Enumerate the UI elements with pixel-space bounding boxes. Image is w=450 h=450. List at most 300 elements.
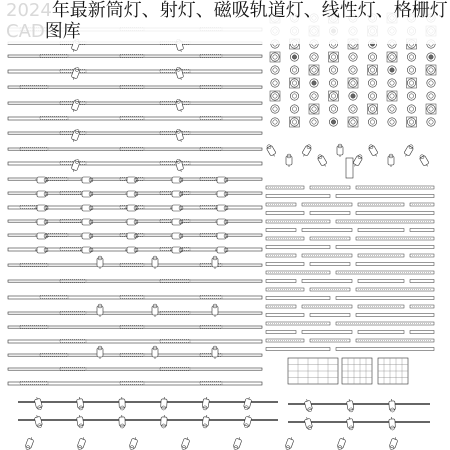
track-rail bbox=[8, 264, 262, 266]
downlight-ring bbox=[407, 79, 415, 87]
downlight-core bbox=[273, 120, 277, 124]
downlight-ring bbox=[310, 92, 318, 100]
spotlight-body bbox=[212, 348, 218, 357]
linear-light-icon bbox=[266, 195, 330, 198]
downlight-core bbox=[351, 120, 355, 124]
downlight-ring bbox=[271, 105, 279, 113]
downlight-core bbox=[331, 55, 335, 59]
spotlight-icon bbox=[161, 397, 168, 410]
title-line-2 bbox=[6, 21, 81, 43]
spotlight-icon bbox=[125, 219, 138, 225]
downlight-core bbox=[273, 68, 277, 72]
downlight-icon bbox=[271, 105, 279, 113]
downlight-core bbox=[390, 81, 394, 85]
spotlight-body bbox=[217, 191, 226, 197]
downlight-icon bbox=[387, 52, 397, 62]
downlight-core bbox=[390, 55, 394, 59]
spotlight-body bbox=[419, 155, 429, 166]
downlight-core bbox=[331, 107, 335, 111]
downlight-icon bbox=[329, 105, 337, 113]
spotlight-icon bbox=[70, 98, 80, 112]
downlight-ring bbox=[427, 92, 435, 100]
downlight-core bbox=[273, 94, 277, 98]
spotlight-icon bbox=[346, 399, 354, 413]
spotlight-icon bbox=[76, 397, 84, 411]
spotlight-body bbox=[97, 258, 103, 267]
downlight-ring bbox=[388, 79, 396, 87]
linear-light-icon bbox=[266, 263, 304, 266]
spotlight-stem bbox=[249, 397, 250, 399]
spotlight-body bbox=[217, 177, 226, 183]
title-line-1 bbox=[6, 0, 448, 22]
spotlight-body bbox=[181, 438, 190, 449]
track-rail bbox=[8, 280, 262, 282]
downlight-ring bbox=[368, 79, 376, 87]
downlight-icon bbox=[407, 117, 417, 127]
downlight-core bbox=[370, 94, 374, 98]
spotlight-icon bbox=[301, 144, 313, 158]
downlight-icon bbox=[310, 79, 318, 87]
small-spotlight-row bbox=[265, 144, 430, 178]
downlight-frame bbox=[387, 91, 397, 101]
spotlight-icon bbox=[70, 128, 80, 142]
linear-light-icon bbox=[266, 212, 304, 215]
linear-light-icon bbox=[310, 212, 350, 215]
downlight-ring bbox=[329, 105, 337, 113]
downlight-icon bbox=[290, 53, 298, 61]
spotlight-body bbox=[82, 233, 91, 239]
downlight-icon bbox=[388, 66, 396, 74]
downlight-icon bbox=[290, 78, 300, 88]
spotlight-icon bbox=[125, 205, 138, 211]
downlight-core bbox=[409, 81, 413, 85]
spotlight-body bbox=[266, 145, 276, 156]
spotlight-list bbox=[35, 38, 228, 359]
spotlight-icon bbox=[80, 177, 93, 183]
linear-light-icon bbox=[410, 280, 434, 283]
spotlight-body bbox=[172, 219, 181, 225]
spotlight-icon bbox=[80, 233, 93, 239]
spotlight-stem bbox=[73, 170, 74, 172]
track-rail bbox=[8, 340, 262, 343]
spotlight-stem bbox=[304, 155, 305, 157]
spotlight-icon bbox=[152, 346, 158, 359]
track-rail bbox=[8, 55, 262, 57]
downlight-core bbox=[351, 81, 355, 85]
spotlight-stem bbox=[31, 437, 32, 439]
spotlight-body bbox=[217, 205, 226, 211]
downlight-icon bbox=[368, 65, 378, 75]
spotlight-body bbox=[172, 247, 181, 253]
downlight-core bbox=[292, 94, 296, 98]
spotlight-body bbox=[317, 155, 327, 166]
spotlight-icon bbox=[175, 158, 184, 172]
spotlight-icon bbox=[70, 66, 80, 80]
downlight-core bbox=[429, 81, 433, 85]
spotlight-icon bbox=[35, 233, 48, 239]
linear-light-icon bbox=[336, 246, 434, 249]
linear-light-icon bbox=[266, 297, 330, 300]
spotlight-stem bbox=[355, 165, 356, 167]
spotlight-body bbox=[37, 191, 46, 197]
downlight-ring bbox=[388, 118, 396, 126]
downlight-frame bbox=[329, 91, 339, 101]
spotlight-icon bbox=[35, 219, 48, 225]
spotlight-icon bbox=[337, 144, 343, 157]
downlight-icon bbox=[329, 52, 339, 62]
spotlight-icon bbox=[170, 233, 183, 239]
spotlight-stem bbox=[343, 437, 344, 439]
linear-light-icon bbox=[302, 229, 352, 232]
spotlight-icon bbox=[175, 128, 184, 142]
spotlight-icon bbox=[97, 256, 103, 269]
bottom-track-rails bbox=[18, 396, 430, 450]
spotlight-body bbox=[172, 205, 181, 211]
linear-light-icon bbox=[358, 229, 404, 232]
title-text: 年最新筒灯、射灯、磁吸轨道灯、线性灯、格栅灯 bbox=[51, 0, 448, 21]
spotlight-icon bbox=[170, 247, 183, 253]
spotlight-icon bbox=[202, 415, 210, 429]
spotlight-stem bbox=[406, 155, 407, 157]
spotlight-icon bbox=[76, 436, 86, 450]
downlight-core bbox=[312, 55, 316, 59]
spotlight-icon bbox=[243, 414, 252, 428]
spotlight-icon bbox=[35, 247, 48, 253]
downlight-ring bbox=[368, 105, 376, 113]
spotlight-body bbox=[389, 438, 398, 449]
spotlight-icon bbox=[170, 191, 183, 197]
downlight-icon bbox=[426, 104, 436, 114]
spotlight-body bbox=[119, 417, 125, 426]
spotlight-body bbox=[212, 306, 218, 315]
spotlight-body bbox=[212, 258, 218, 267]
spotlight-stem bbox=[239, 437, 240, 439]
linear-light-icon bbox=[266, 229, 296, 232]
downlight-icon bbox=[407, 78, 417, 88]
spotlight-body bbox=[82, 205, 91, 211]
downlight-core bbox=[429, 107, 433, 111]
spotlight-icon bbox=[367, 144, 379, 158]
downlight-ring bbox=[271, 53, 279, 61]
downlight-icon bbox=[348, 117, 358, 127]
downlight-frame bbox=[368, 104, 378, 114]
track-rail bbox=[8, 148, 262, 150]
spotlight-body bbox=[161, 399, 168, 408]
spotlight-icon bbox=[304, 416, 313, 430]
downlight-frame bbox=[309, 104, 319, 114]
downlight-core bbox=[409, 55, 413, 59]
downlight-ring bbox=[407, 66, 415, 74]
spotlight-body bbox=[119, 399, 125, 408]
spotlight-body bbox=[127, 205, 136, 211]
linear-light-icon bbox=[266, 246, 330, 249]
spotlight-icon bbox=[388, 436, 398, 450]
spotlight-icon bbox=[304, 398, 313, 412]
downlight-core bbox=[429, 55, 433, 59]
downlight-core bbox=[409, 68, 413, 72]
downlight-ring bbox=[329, 53, 337, 61]
linear-light-list bbox=[266, 186, 434, 351]
spotlight-icon bbox=[215, 219, 228, 225]
spotlight-body bbox=[37, 247, 46, 253]
linear-light-icon bbox=[410, 229, 434, 232]
downlight-frame bbox=[348, 78, 358, 88]
spotlight-icon bbox=[125, 191, 138, 197]
downlight-frame bbox=[407, 117, 417, 127]
downlight-ring bbox=[349, 53, 357, 61]
spotlight-stem bbox=[181, 78, 182, 80]
spotlight-body bbox=[152, 348, 158, 357]
downlight-icon bbox=[290, 105, 298, 113]
linear-light-icon bbox=[266, 348, 330, 351]
spotlight-stem bbox=[181, 50, 182, 52]
downlight-core bbox=[292, 68, 296, 72]
downlight-icon bbox=[270, 52, 280, 62]
spotlight-icon bbox=[152, 256, 158, 269]
spotlight-stem bbox=[37, 415, 38, 417]
downlight-ring bbox=[407, 92, 415, 100]
downlight-icon bbox=[387, 91, 397, 101]
downlight-ring bbox=[368, 92, 376, 100]
downlight-icon bbox=[427, 79, 435, 87]
spotlight-icon bbox=[175, 98, 184, 112]
downlight-core bbox=[292, 120, 296, 124]
downlight-frame bbox=[329, 52, 339, 62]
spotlight-body bbox=[302, 145, 312, 156]
downlight-core bbox=[312, 120, 316, 124]
track-rail bbox=[8, 70, 262, 73]
downlight-ring bbox=[368, 53, 376, 61]
spotlight-icon bbox=[346, 417, 354, 431]
linear-light-icon bbox=[356, 263, 434, 266]
spotlight-icon bbox=[175, 66, 184, 80]
downlight-ring bbox=[427, 105, 435, 113]
linear-light-icon bbox=[336, 348, 434, 351]
spotlight-stem bbox=[83, 437, 84, 439]
downlight-ring bbox=[349, 105, 357, 113]
spotlight-icon bbox=[80, 247, 93, 253]
spotlight-stem bbox=[249, 415, 250, 417]
spotlight-body bbox=[389, 401, 396, 410]
downlight-ring bbox=[349, 79, 357, 87]
spotlight-stem bbox=[376, 155, 377, 157]
spotlight-body bbox=[172, 191, 181, 197]
downlight-frame bbox=[348, 117, 358, 127]
spotlight-icon bbox=[284, 436, 294, 450]
track-rail bbox=[8, 354, 262, 356]
track-rail bbox=[8, 132, 262, 134]
spotlight-icon bbox=[243, 396, 252, 410]
spotlight-body bbox=[37, 177, 46, 183]
spotlight-icon bbox=[336, 436, 346, 450]
spotlight-icon bbox=[128, 436, 138, 450]
downlight-core bbox=[370, 120, 374, 124]
downlight-frame bbox=[426, 104, 436, 114]
downlight-icon bbox=[329, 91, 339, 101]
spotlight-body bbox=[172, 177, 181, 183]
downlight-icon bbox=[349, 105, 357, 113]
downlight-ring bbox=[271, 66, 279, 74]
downlight-icon bbox=[368, 92, 376, 100]
downlight-icon bbox=[270, 91, 280, 101]
spotlight-stem bbox=[73, 140, 74, 142]
spotlight-stem bbox=[181, 110, 182, 112]
downlight-icon bbox=[310, 118, 318, 126]
downlight-ring bbox=[368, 118, 376, 126]
downlight-icon bbox=[407, 92, 415, 100]
spotlight-body bbox=[337, 146, 343, 155]
linear-light-icon bbox=[410, 331, 434, 334]
downlight-icon bbox=[329, 66, 337, 74]
downlight-ring bbox=[290, 92, 298, 100]
spotlight-icon bbox=[161, 415, 168, 428]
downlight-core bbox=[292, 107, 296, 111]
spotlight-stem bbox=[427, 165, 428, 167]
page-title bbox=[6, 0, 446, 44]
downlight-ring bbox=[427, 118, 435, 126]
spotlight-stem bbox=[307, 399, 308, 401]
spotlight-icon bbox=[80, 191, 93, 197]
downlight-frame bbox=[387, 52, 397, 62]
spotlight-stem bbox=[135, 437, 136, 439]
downlight-ring bbox=[290, 66, 298, 74]
downlight-ring bbox=[407, 105, 415, 113]
downlight-core bbox=[273, 81, 277, 85]
spotlight-stem bbox=[274, 155, 275, 157]
downlight-ring bbox=[407, 53, 415, 61]
spotlight-icon bbox=[97, 304, 103, 317]
spotlight-icon bbox=[125, 247, 138, 253]
downlight-ring bbox=[290, 105, 298, 113]
spotlight-icon bbox=[389, 399, 396, 412]
spotlight-icon bbox=[418, 154, 430, 168]
downlight-core bbox=[409, 107, 413, 111]
downlight-core bbox=[429, 94, 433, 98]
downlight-frame bbox=[290, 117, 300, 127]
spot-body bbox=[346, 158, 353, 178]
linear-light-icon bbox=[336, 297, 434, 300]
spotlight-stem bbox=[181, 170, 182, 172]
spotlight-body bbox=[25, 438, 34, 449]
downlight-icon bbox=[271, 118, 279, 126]
spotlight-icon bbox=[97, 346, 103, 359]
downlight-core bbox=[370, 81, 374, 85]
downlight-frame bbox=[270, 52, 280, 62]
spotlight-body bbox=[172, 233, 181, 239]
downlight-icon bbox=[426, 65, 436, 75]
spotlight-icon bbox=[35, 191, 48, 197]
downlight-icon bbox=[407, 53, 415, 61]
downlight-core bbox=[312, 94, 316, 98]
spotlight-icon bbox=[35, 177, 48, 183]
downlight-core bbox=[331, 68, 335, 72]
downlight-core bbox=[292, 81, 296, 85]
spotlight-body bbox=[337, 438, 346, 449]
downlight-frame bbox=[426, 65, 436, 75]
spotlight-stem bbox=[181, 140, 182, 142]
spotlight-stem bbox=[325, 165, 326, 167]
downlight-icon bbox=[329, 118, 337, 126]
spotlight-icon bbox=[215, 191, 228, 197]
downlight-icon bbox=[368, 79, 376, 87]
spotlight-stem bbox=[73, 110, 74, 112]
spotlight-body bbox=[217, 233, 226, 239]
downlight-core bbox=[351, 55, 355, 59]
spotlight-body bbox=[127, 191, 136, 197]
downlight-ring bbox=[427, 79, 435, 87]
downlight-ring bbox=[388, 105, 396, 113]
spotlight-body bbox=[129, 438, 138, 449]
spotlight-icon bbox=[215, 177, 228, 183]
downlight-core bbox=[390, 107, 394, 111]
downlight-icon bbox=[368, 53, 376, 61]
downlight-icon bbox=[349, 92, 357, 100]
downlight-core bbox=[292, 55, 296, 59]
downlight-ring bbox=[310, 105, 318, 113]
downlight-icon bbox=[388, 79, 396, 87]
downlight-frame bbox=[407, 78, 417, 88]
downlight-ring bbox=[271, 79, 279, 87]
downlight-ring bbox=[329, 79, 337, 87]
spotlight-body bbox=[389, 419, 396, 428]
downlight-icon bbox=[290, 92, 298, 100]
downlight-ring bbox=[407, 118, 415, 126]
spotlight-body bbox=[82, 219, 91, 225]
downlight-icon bbox=[271, 79, 279, 87]
downlight-core bbox=[370, 55, 374, 59]
downlight-icon bbox=[310, 92, 318, 100]
downlight-core bbox=[312, 81, 316, 85]
spotlight-icon bbox=[232, 436, 242, 450]
spotlight-body bbox=[127, 177, 136, 183]
spotlight-body bbox=[97, 348, 103, 357]
spotlight-icon bbox=[212, 304, 218, 317]
downlight-ring bbox=[388, 53, 396, 61]
downlight-icon bbox=[349, 66, 357, 74]
linear-light-icon bbox=[336, 195, 434, 198]
spotlight-icon bbox=[170, 205, 183, 211]
spotlight-icon bbox=[80, 205, 93, 211]
spotlight-body bbox=[127, 233, 136, 239]
spotlight-icon bbox=[80, 219, 93, 225]
linear-light-icon bbox=[302, 331, 352, 334]
downlight-frame bbox=[309, 65, 319, 75]
linear-light-icon bbox=[302, 280, 352, 283]
downlight-core bbox=[351, 94, 355, 98]
spotlight-body bbox=[368, 145, 378, 156]
downlight-icon bbox=[427, 118, 435, 126]
spotlight-body bbox=[127, 219, 136, 225]
spotlight-icon bbox=[170, 177, 183, 183]
spotlight-stem bbox=[37, 397, 38, 399]
downlight-icon bbox=[368, 118, 376, 126]
downlight-icon bbox=[309, 104, 319, 114]
downlight-icon bbox=[407, 66, 415, 74]
downlight-core bbox=[273, 107, 277, 111]
downlight-icon bbox=[368, 104, 378, 114]
spotlight-icon bbox=[286, 154, 292, 167]
spotlight-body bbox=[82, 177, 91, 183]
spotlight-icon bbox=[76, 415, 84, 429]
downlight-core bbox=[331, 120, 335, 124]
downlight-core bbox=[312, 107, 316, 111]
downlight-ring bbox=[271, 118, 279, 126]
downlight-core bbox=[390, 120, 394, 124]
spotlight-body bbox=[217, 247, 226, 253]
linear-light-icon bbox=[266, 331, 296, 334]
spotlight-body bbox=[77, 438, 86, 449]
downlight-ring bbox=[310, 118, 318, 126]
